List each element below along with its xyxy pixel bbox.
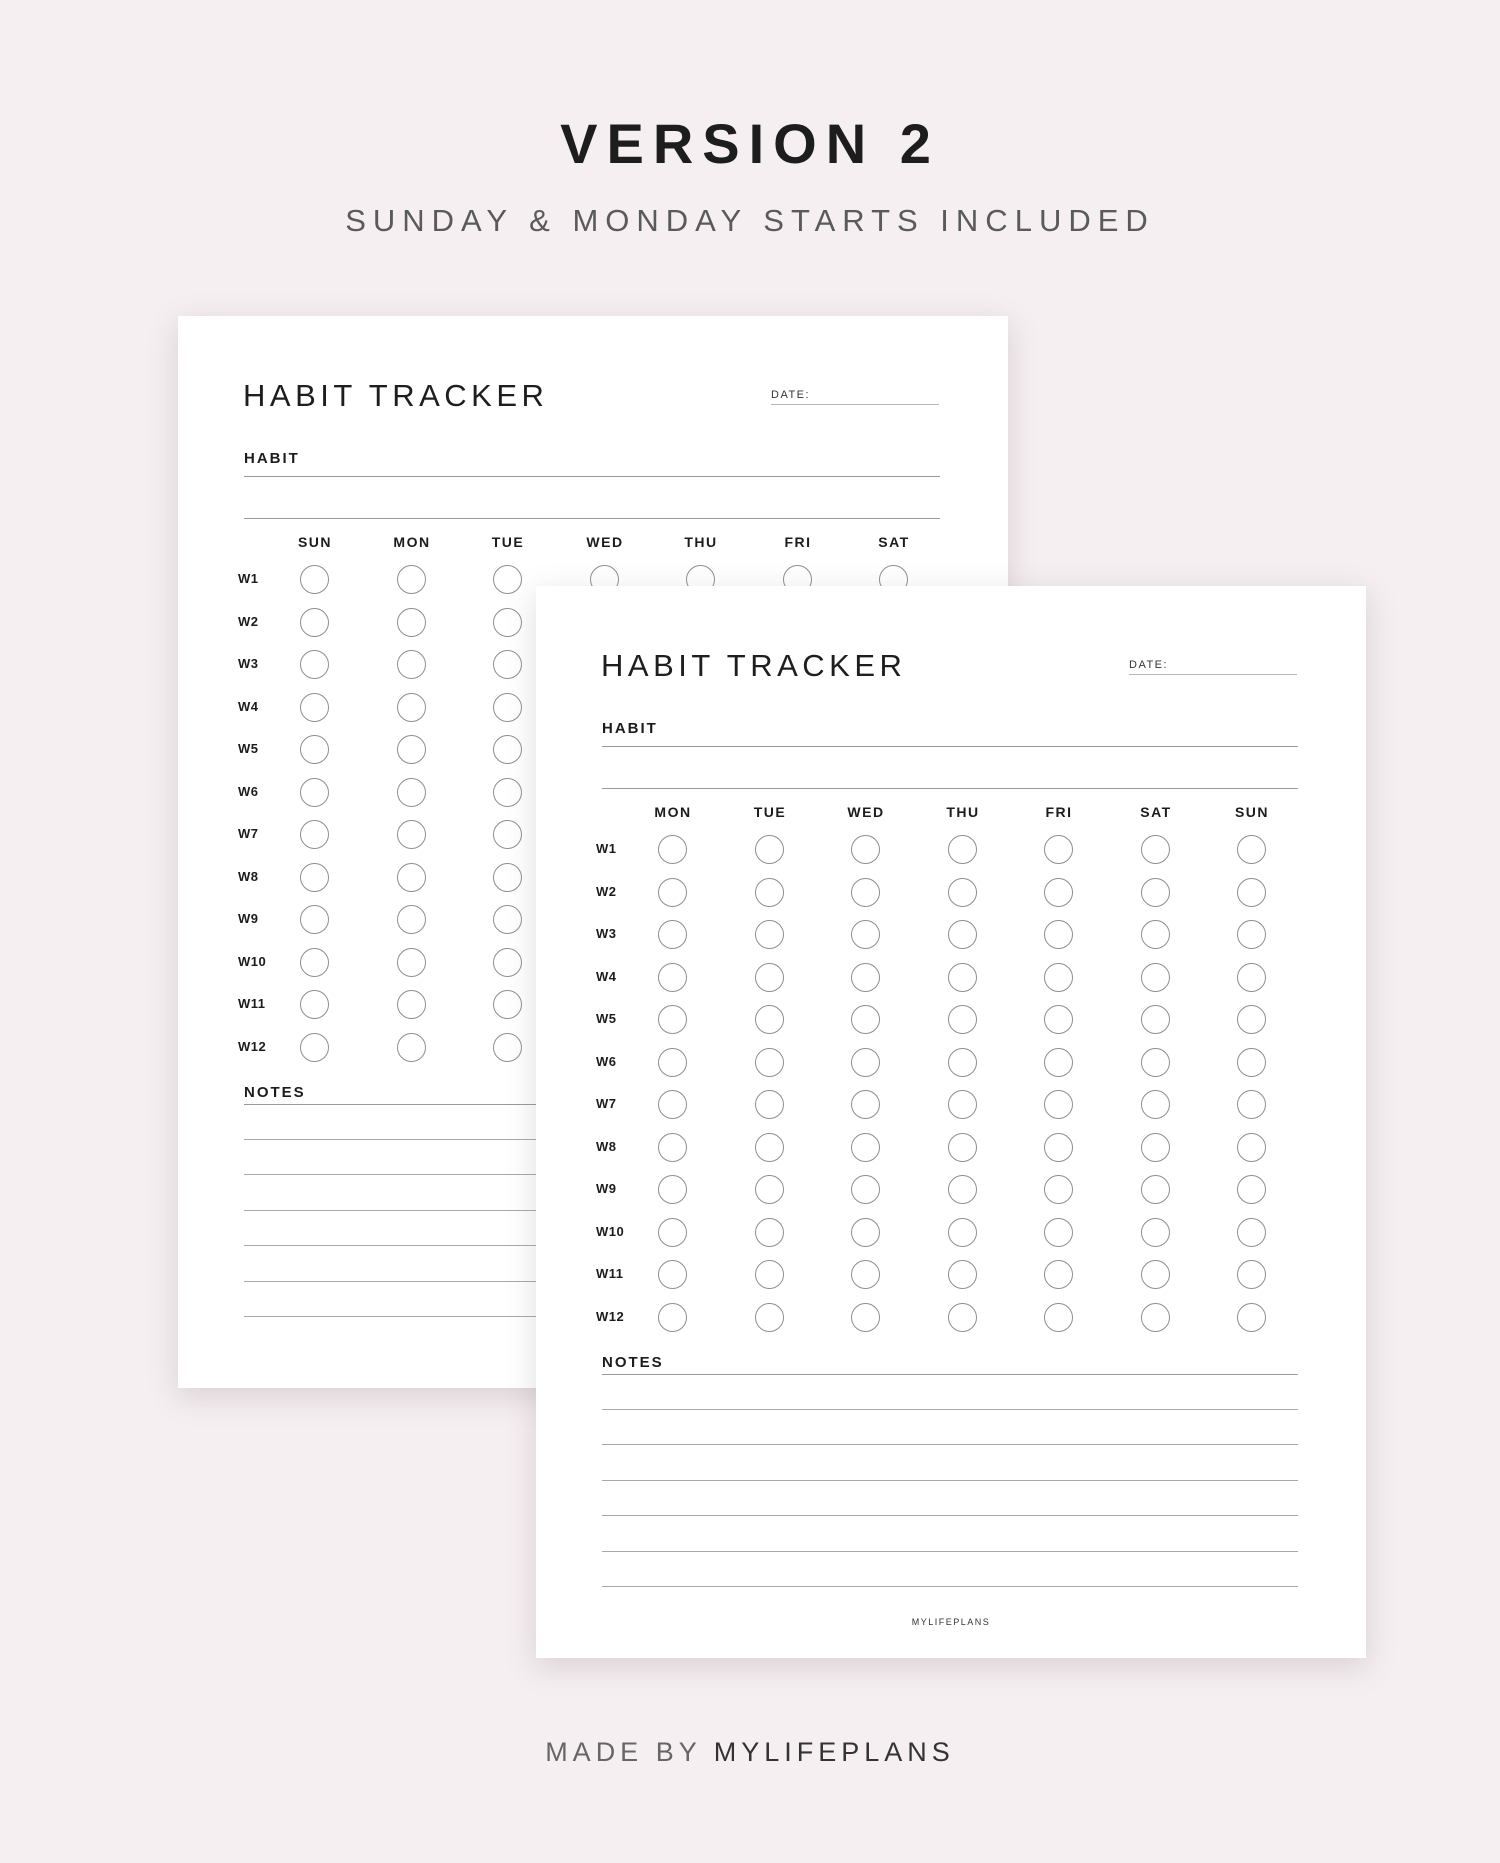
day-header: WED <box>586 534 624 550</box>
week-label: W7 <box>596 1096 617 1111</box>
week-label: W8 <box>596 1138 617 1154</box>
notes-label: NOTES <box>602 1354 664 1371</box>
habit-checkbox[interactable] <box>300 693 329 722</box>
week-label: W3 <box>596 926 617 941</box>
habit-checkbox[interactable] <box>1237 1260 1266 1289</box>
habit-checkbox[interactable] <box>1141 1260 1170 1289</box>
week-label: W2 <box>596 883 617 899</box>
date-label: DATE: <box>1129 659 1169 671</box>
habit-checkbox[interactable] <box>658 1218 687 1247</box>
footer-credit <box>0 1732 1500 1772</box>
habit-checkbox[interactable] <box>1141 1005 1170 1034</box>
habit-checkbox[interactable] <box>397 778 426 807</box>
habit-checkbox[interactable] <box>1141 835 1170 864</box>
habit-checkbox[interactable] <box>300 608 329 637</box>
habit-checkbox[interactable] <box>658 1303 687 1332</box>
habit-checkbox[interactable] <box>755 920 784 949</box>
habit-checkbox[interactable] <box>493 650 522 679</box>
week-label: W9 <box>238 911 259 926</box>
habit-checkbox[interactable] <box>948 920 977 949</box>
habit-checkbox[interactable] <box>493 693 522 722</box>
habit-checkbox[interactable] <box>755 963 784 992</box>
week-label: W3 <box>238 656 259 671</box>
week-label: W2 <box>238 613 259 629</box>
habit-checkbox[interactable] <box>1141 1175 1170 1204</box>
day-header: SAT <box>878 534 910 550</box>
habit-divider <box>602 746 1298 747</box>
habit-checkbox[interactable] <box>851 1005 880 1034</box>
day-header: FRI <box>1045 804 1073 820</box>
habit-checkbox[interactable] <box>1237 1048 1266 1077</box>
habit-checkbox[interactable] <box>493 608 522 637</box>
week-label: W11 <box>596 1266 624 1281</box>
habit-checkbox[interactable] <box>300 863 329 892</box>
habit-checkbox[interactable] <box>755 878 784 907</box>
week-label: W6 <box>596 1053 617 1069</box>
week-label: W4 <box>596 968 617 984</box>
habit-checkbox[interactable] <box>397 948 426 977</box>
habit-checkbox[interactable] <box>1141 1048 1170 1077</box>
habit-checkbox[interactable] <box>1044 920 1073 949</box>
habit-checkbox[interactable] <box>755 1133 784 1162</box>
habit-checkbox[interactable] <box>1237 1303 1266 1332</box>
habit-checkbox[interactable] <box>397 863 426 892</box>
notes-line[interactable] <box>602 1409 1298 1410</box>
habit-checkbox[interactable] <box>851 920 880 949</box>
notes-label: NOTES <box>244 1084 306 1101</box>
habit-checkbox[interactable] <box>948 1218 977 1247</box>
habit-name-line[interactable] <box>602 788 1298 789</box>
habit-checkbox[interactable] <box>300 948 329 977</box>
habit-checkbox[interactable] <box>851 1133 880 1162</box>
habit-checkbox[interactable] <box>948 878 977 907</box>
date-field[interactable] <box>771 404 939 405</box>
habit-checkbox[interactable] <box>658 1133 687 1162</box>
habit-checkbox[interactable] <box>397 693 426 722</box>
habit-checkbox[interactable] <box>397 735 426 764</box>
habit-checkbox[interactable] <box>851 835 880 864</box>
habit-checkbox[interactable] <box>851 1048 880 1077</box>
habit-checkbox[interactable] <box>658 920 687 949</box>
habit-checkbox[interactable] <box>948 1175 977 1204</box>
week-label: W6 <box>238 783 259 799</box>
habit-label: HABIT <box>244 450 300 467</box>
habit-checkbox[interactable] <box>493 990 522 1019</box>
habit-label: HABIT <box>602 720 658 737</box>
habit-checkbox[interactable] <box>300 650 329 679</box>
habit-checkbox[interactable] <box>948 1260 977 1289</box>
day-header: FRI <box>784 534 812 550</box>
habit-checkbox[interactable] <box>755 835 784 864</box>
habit-checkbox[interactable] <box>851 1090 880 1119</box>
habit-checkbox[interactable] <box>1044 1005 1073 1034</box>
habit-checkbox[interactable] <box>1044 963 1073 992</box>
habit-checkbox[interactable] <box>851 1260 880 1289</box>
week-label: W12 <box>596 1308 625 1324</box>
week-label: W12 <box>238 1038 267 1054</box>
habit-checkbox[interactable] <box>658 1090 687 1119</box>
habit-checkbox[interactable] <box>948 1303 977 1332</box>
habit-tracker-sheet-monday-start <box>536 586 1366 1658</box>
habit-checkbox[interactable] <box>851 1303 880 1332</box>
habit-checkbox[interactable] <box>658 1005 687 1034</box>
notes-line[interactable] <box>602 1515 1298 1516</box>
habit-checkbox[interactable] <box>397 905 426 934</box>
habit-name-line[interactable] <box>244 518 940 519</box>
habit-checkbox[interactable] <box>397 565 426 594</box>
sheet-brand: MYLIFEPLANS <box>911 1617 991 1627</box>
footer-prefix: MADE BY <box>545 1737 714 1767</box>
week-label: W1 <box>596 841 617 856</box>
habit-checkbox[interactable] <box>1141 1303 1170 1332</box>
habit-checkbox[interactable] <box>493 948 522 977</box>
habit-checkbox[interactable] <box>1044 1090 1073 1119</box>
notes-line[interactable] <box>602 1480 1298 1481</box>
week-label: W11 <box>238 996 266 1011</box>
habit-checkbox[interactable] <box>300 990 329 1019</box>
habit-checkbox[interactable] <box>493 778 522 807</box>
habit-checkbox[interactable] <box>1141 1090 1170 1119</box>
habit-checkbox[interactable] <box>1044 1133 1073 1162</box>
habit-checkbox[interactable] <box>493 1033 522 1062</box>
day-header: TUE <box>753 804 787 820</box>
habit-checkbox[interactable] <box>755 1090 784 1119</box>
habit-checkbox[interactable] <box>755 1005 784 1034</box>
habit-checkbox[interactable] <box>1044 1175 1073 1204</box>
habit-checkbox[interactable] <box>397 608 426 637</box>
habit-checkbox[interactable] <box>397 1033 426 1062</box>
page-subtitle: SUNDAY & MONDAY STARTS INCLUDED <box>345 203 1155 238</box>
notes-line[interactable] <box>602 1551 1298 1552</box>
habit-checkbox[interactable] <box>658 835 687 864</box>
day-header: SUN <box>1234 804 1270 820</box>
habit-checkbox[interactable] <box>1044 1260 1073 1289</box>
habit-checkbox[interactable] <box>755 1175 784 1204</box>
habit-checkbox[interactable] <box>658 1175 687 1204</box>
notes-divider <box>602 1374 1298 1375</box>
habit-checkbox[interactable] <box>300 735 329 764</box>
habit-checkbox[interactable] <box>1237 1005 1266 1034</box>
habit-checkbox[interactable] <box>1237 1133 1266 1162</box>
week-label: W5 <box>596 1011 617 1026</box>
habit-checkbox[interactable] <box>948 963 977 992</box>
habit-checkbox[interactable] <box>658 963 687 992</box>
habit-checkbox[interactable] <box>493 863 522 892</box>
week-label: W4 <box>238 698 259 714</box>
page-title: VERSION 2 <box>560 112 940 175</box>
week-label: W10 <box>238 953 267 969</box>
habit-checkbox[interactable] <box>300 778 329 807</box>
notes-line[interactable] <box>602 1586 1298 1587</box>
habit-checkbox[interactable] <box>755 1048 784 1077</box>
week-label: W8 <box>238 868 259 884</box>
habit-checkbox[interactable] <box>851 1175 880 1204</box>
habit-checkbox[interactable] <box>1141 963 1170 992</box>
habit-checkbox[interactable] <box>1141 920 1170 949</box>
day-header: THU <box>946 804 980 820</box>
day-header: THU <box>684 534 718 550</box>
habit-checkbox[interactable] <box>658 878 687 907</box>
week-label: W5 <box>238 741 259 756</box>
sheet-title: HABIT TRACKER <box>243 378 549 413</box>
habit-checkbox[interactable] <box>658 1260 687 1289</box>
habit-checkbox[interactable] <box>1237 835 1266 864</box>
footer-brand: MYLIFEPLANS <box>713 1737 955 1767</box>
week-label: W9 <box>596 1181 617 1196</box>
day-header: SUN <box>297 534 333 550</box>
habit-checkbox[interactable] <box>755 1218 784 1247</box>
habit-checkbox[interactable] <box>493 735 522 764</box>
habit-checkbox[interactable] <box>1044 878 1073 907</box>
week-label: W7 <box>238 826 259 841</box>
week-label: W1 <box>238 571 259 586</box>
habit-checkbox[interactable] <box>755 1260 784 1289</box>
habit-checkbox[interactable] <box>948 1048 977 1077</box>
day-header: WED <box>847 804 885 820</box>
habit-checkbox[interactable] <box>755 1303 784 1332</box>
week-label: W10 <box>596 1223 625 1239</box>
habit-checkbox[interactable] <box>948 1133 977 1162</box>
habit-checkbox[interactable] <box>948 835 977 864</box>
habit-checkbox[interactable] <box>1237 963 1266 992</box>
habit-checkbox[interactable] <box>397 650 426 679</box>
habit-checkbox[interactable] <box>1237 878 1266 907</box>
habit-checkbox[interactable] <box>300 905 329 934</box>
habit-checkbox[interactable] <box>1237 1090 1266 1119</box>
habit-checkbox[interactable] <box>948 1005 977 1034</box>
habit-checkbox[interactable] <box>1044 835 1073 864</box>
day-header: MON <box>654 804 692 820</box>
habit-divider <box>244 476 940 477</box>
habit-checkbox[interactable] <box>1237 1175 1266 1204</box>
habit-checkbox[interactable] <box>397 990 426 1019</box>
habit-checkbox[interactable] <box>493 905 522 934</box>
day-header: SAT <box>1140 804 1172 820</box>
day-header: TUE <box>491 534 525 550</box>
habit-checkbox[interactable] <box>948 1090 977 1119</box>
habit-checkbox[interactable] <box>1044 1303 1073 1332</box>
habit-checkbox[interactable] <box>851 878 880 907</box>
sheet-title: HABIT TRACKER <box>601 648 907 683</box>
habit-checkbox[interactable] <box>1044 1218 1073 1247</box>
habit-checkbox[interactable] <box>1237 1218 1266 1247</box>
habit-checkbox[interactable] <box>493 820 522 849</box>
habit-checkbox[interactable] <box>493 565 522 594</box>
date-field[interactable] <box>1129 674 1297 675</box>
day-header: MON <box>393 534 431 550</box>
habit-checkbox[interactable] <box>300 820 329 849</box>
habit-checkbox[interactable] <box>1237 920 1266 949</box>
habit-checkbox[interactable] <box>658 1048 687 1077</box>
notes-line[interactable] <box>602 1444 1298 1445</box>
habit-checkbox[interactable] <box>851 1218 880 1247</box>
habit-checkbox[interactable] <box>300 565 329 594</box>
habit-checkbox[interactable] <box>397 820 426 849</box>
habit-checkbox[interactable] <box>300 1033 329 1062</box>
habit-checkbox[interactable] <box>1141 1218 1170 1247</box>
habit-checkbox[interactable] <box>1044 1048 1073 1077</box>
habit-checkbox[interactable] <box>1141 878 1170 907</box>
habit-checkbox[interactable] <box>851 963 880 992</box>
habit-checkbox[interactable] <box>1141 1133 1170 1162</box>
date-label: DATE: <box>771 389 811 401</box>
